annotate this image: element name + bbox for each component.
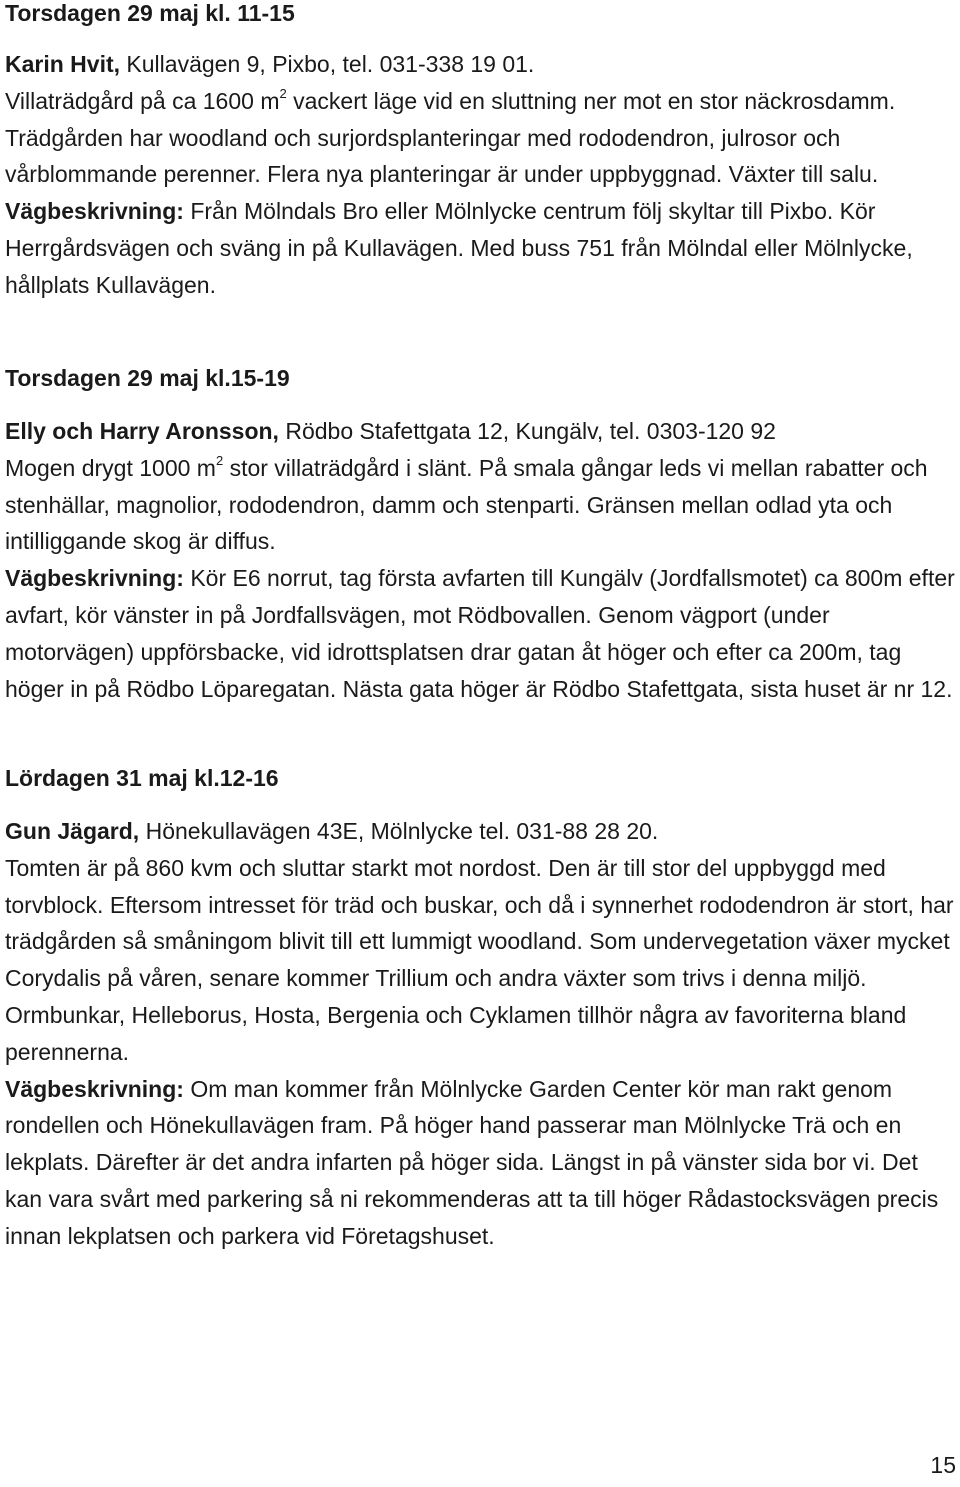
description-text: stor villaträdgård i slänt. På smala gångar leds vi mellan rabatter och stenhällar, magnolior, rododendron, damm och stenparti. Gränsen mellan odlad yta och intilliggande skog är diffus. [5, 454, 928, 555]
directions-text: Kör E6 norrut, tag första avfarten till Kungälv (Jordfallsmotet) ca 800m efter avfart, kör vänster in på Jordfallsvägen, mot Rödbovallen. Genom vägport (under motorvägen) uppförsbacke, vid idrottsplatsen drar gatan åt höger och efter ca 200m, tag höger in på Rödbo Löparegatan. Nästa gata höger är Rödbo Stafettgata, sista huset är nr 12. [5, 565, 955, 702]
superscript: 2 [215, 453, 224, 469]
superscript: 2 [279, 86, 287, 102]
directions-text: Från Mölndals Bro eller Mölnlycke centrum följ skyltar till Pixbo. Kör Herrgårdsvägen och sväng in på Kullavägen. Med buss 751 från Mölndal eller Mölnlycke, hållplats Kullavägen. [5, 198, 913, 298]
section-heading: Torsdagen 29 maj kl. 11-15 [5, 0, 295, 26]
host-line [5, 46, 955, 83]
section-heading: Torsdagen 29 maj kl.15-19 [5, 365, 290, 391]
host-line [5, 413, 955, 450]
host-name: Elly och Harry Aronsson, [5, 418, 279, 444]
directions-text: Om man kommer från Mölnlycke Garden Center kör man rakt genom rondellen och Hönekullavägen fram. På höger hand passerar man Mölnlycke Trä och en lekplats. Därefter är det andra infarten på höger sida. Längst in på vänster sida bor vi. Det kan vara svårt med parkering så ni rekommenderas att ta till höger Rådastocksvägen precis innan lekplatsen och parkera vid Företagshuset. [5, 1075, 939, 1249]
garden-description: Tomten är på 860 kvm och sluttar starkt mot nordost. Den är till stor del uppbyggd med torvblock. Eftersom intresset för träd och buskar, och då i synnerhet rododendron är stort, har trädgården så småningom blivit till ett lummigt woodland. Som undervegetation växer mycket Corydalis på våren, senare kommer Trillium och andra växter som trivs i denna miljö. Ormbunkar, Helleborus, Hosta, Bergenia och Cyklamen tillhör några av favoriterna bland perennerna. [5, 854, 954, 1065]
directions-label: Vägbeskrivning: [5, 565, 184, 592]
section-body [5, 813, 955, 1255]
directions-label: Vägbeskrivning: [5, 1075, 184, 1102]
host-address: Hönekullavägen 43E, Mölnlycke tel. 031-88 28 20. [139, 818, 659, 844]
section-heading: Lördagen 31 maj kl.12-16 [5, 765, 279, 791]
garden-description [5, 83, 955, 304]
host-line [5, 813, 955, 850]
section-body [5, 413, 955, 707]
directions-paragraph [5, 560, 955, 707]
section-body [5, 46, 955, 304]
description-text: vackert läge vid en sluttning ner mot en stor näckrosdamm. Trädgården har woodland och surjordsplanteringar med rododendron, julrosor och vårblommande perenner. Flera nya planteringar är under uppbyggnad. Växter till salu. [5, 87, 896, 188]
page-number: 15 [930, 1452, 956, 1478]
directions-label: Vägbeskrivning: [5, 198, 184, 225]
host-name: Karin Hvit, [5, 51, 121, 77]
directions-paragraph [5, 1071, 955, 1255]
description-text: Mogen drygt 1000 m [5, 454, 216, 481]
garden-description [5, 450, 955, 560]
description-text: Villaträdgård på ca 1600 m [5, 87, 280, 114]
host-address: Rödbo Stafettgata 12, Kungälv, tel. 0303-120 92 [278, 418, 776, 444]
host-name: Gun Jägard, [5, 818, 140, 844]
host-address: Kullavägen 9, Pixbo, tel. 031-338 19 01. [120, 51, 535, 77]
